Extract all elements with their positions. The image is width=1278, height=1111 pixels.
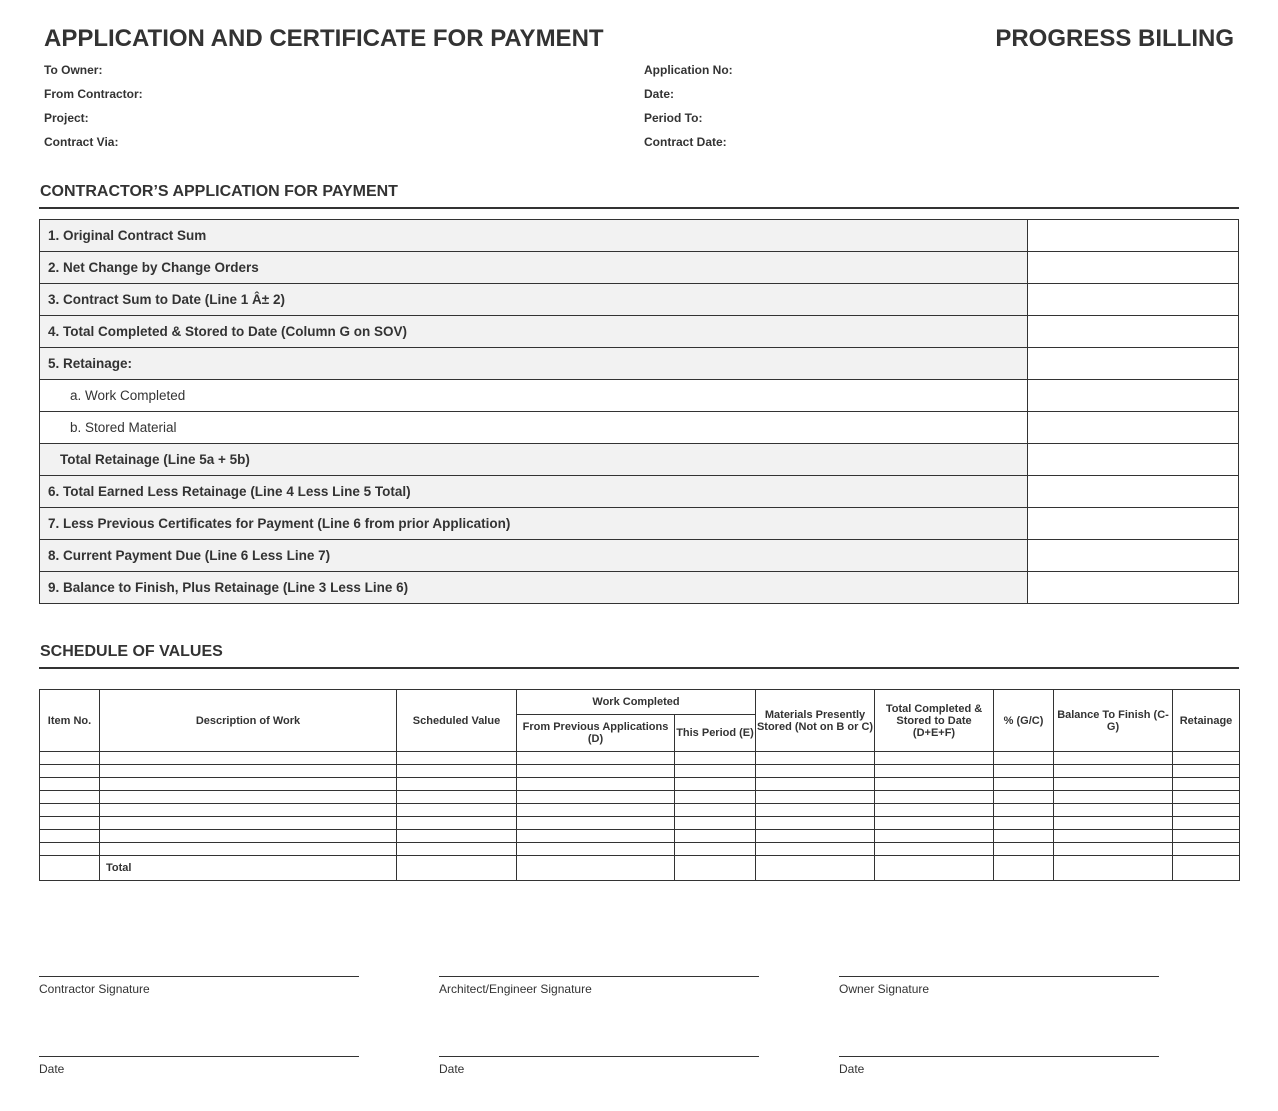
table-cell[interactable] — [675, 830, 756, 843]
table-cell[interactable] — [1054, 843, 1173, 856]
meta-left-column — [44, 62, 143, 158]
sov-section-heading: SCHEDULE OF VALUES — [39, 643, 1239, 669]
architect-date-line[interactable] — [439, 1056, 759, 1076]
page-title: APPLICATION AND CERTIFICATE FOR PAYMENT — [44, 25, 604, 52]
app-row-value[interactable] — [1027, 252, 1238, 284]
table-cell[interactable] — [1173, 778, 1240, 791]
table-cell[interactable] — [994, 817, 1054, 830]
app-row-value[interactable] — [1027, 284, 1238, 316]
table-cell[interactable] — [40, 778, 100, 791]
app-row — [40, 284, 1239, 316]
table-row — [40, 817, 1240, 830]
table-cell[interactable] — [675, 765, 756, 778]
table-row — [40, 843, 1240, 856]
date-label: Date: — [644, 87, 675, 101]
contractor-date-label: Date — [39, 1062, 65, 1076]
table-row — [40, 791, 1240, 804]
from-previous-header: From Previous Applications (D) — [517, 715, 675, 752]
app-row-label: 6. Total Earned Less Retainage (Line 4 Less Line 5 Total) — [40, 476, 1028, 508]
app-row — [40, 572, 1239, 604]
table-cell[interactable] — [1173, 752, 1240, 765]
table-cell[interactable] — [756, 765, 875, 778]
total-label: Total — [100, 856, 397, 881]
table-cell[interactable] — [756, 804, 875, 817]
table-cell[interactable] — [994, 752, 1054, 765]
app-row-value[interactable] — [1027, 380, 1238, 412]
table-cell[interactable] — [875, 856, 994, 881]
table-row — [40, 752, 1240, 765]
table-cell[interactable] — [675, 804, 756, 817]
contractor-signature-line[interactable] — [39, 976, 359, 996]
app-row-label: b. Stored Material — [40, 412, 1028, 444]
table-cell[interactable] — [875, 804, 994, 817]
table-cell[interactable] — [40, 765, 100, 778]
table-cell[interactable] — [875, 765, 994, 778]
app-row-value[interactable] — [1027, 572, 1238, 604]
table-cell[interactable] — [1054, 791, 1173, 804]
app-row-label: a. Work Completed — [40, 380, 1028, 412]
app-row-value[interactable] — [1027, 220, 1238, 252]
table-cell[interactable] — [40, 804, 100, 817]
app-row-label: 8. Current Payment Due (Line 6 Less Line 7) — [40, 540, 1028, 572]
schedule-of-values-table — [39, 689, 1240, 881]
progress-billing-title: PROGRESS BILLING — [995, 25, 1234, 52]
table-cell[interactable] — [675, 752, 756, 765]
table-cell[interactable] — [517, 817, 675, 830]
table-cell[interactable] — [1173, 765, 1240, 778]
table-cell[interactable] — [40, 817, 100, 830]
application-no-label: Application No: — [644, 63, 733, 77]
table-cell[interactable] — [875, 778, 994, 791]
table-cell[interactable] — [994, 856, 1054, 881]
table-cell[interactable] — [397, 817, 517, 830]
table-cell[interactable] — [875, 817, 994, 830]
table-cell[interactable] — [756, 856, 875, 881]
table-cell[interactable] — [675, 843, 756, 856]
architect-signature-line[interactable] — [439, 976, 759, 996]
table-cell[interactable] — [994, 843, 1054, 856]
table-cell[interactable] — [1054, 778, 1173, 791]
table-cell[interactable] — [517, 830, 675, 843]
owner-date-label: Date — [839, 1062, 865, 1076]
table-cell[interactable] — [100, 830, 397, 843]
table-cell[interactable] — [1054, 817, 1173, 830]
owner-signature-label: Owner Signature — [839, 982, 930, 996]
app-row — [40, 476, 1239, 508]
app-row-value[interactable] — [1027, 444, 1238, 476]
project-label: Project: — [44, 111, 89, 125]
meta-right-column — [644, 62, 733, 158]
table-cell[interactable] — [1173, 843, 1240, 856]
architect-signature-label: Architect/Engineer Signature — [439, 982, 592, 996]
table-cell[interactable] — [1173, 791, 1240, 804]
app-row — [40, 444, 1239, 476]
to-owner-label: To Owner: — [44, 63, 103, 77]
app-row-value[interactable] — [1027, 348, 1238, 380]
app-row-label: 4. Total Completed & Stored to Date (Column G on SOV) — [40, 316, 1028, 348]
table-cell[interactable] — [994, 791, 1054, 804]
app-row — [40, 316, 1239, 348]
contractor-signature-label: Contractor Signature — [39, 982, 150, 996]
table-cell[interactable] — [1173, 817, 1240, 830]
table-cell[interactable] — [1054, 765, 1173, 778]
table-cell[interactable] — [100, 817, 397, 830]
table-cell[interactable] — [397, 856, 517, 881]
contractor-date-line[interactable] — [39, 1056, 359, 1076]
table-cell[interactable] — [517, 765, 675, 778]
table-cell[interactable] — [875, 752, 994, 765]
table-cell[interactable] — [1054, 804, 1173, 817]
app-row — [40, 348, 1239, 380]
table-cell[interactable] — [756, 830, 875, 843]
scheduled-value-header: Scheduled Value — [397, 690, 517, 752]
table-cell[interactable] — [40, 752, 100, 765]
table-cell[interactable] — [100, 765, 397, 778]
table-cell[interactable] — [756, 791, 875, 804]
table-cell[interactable] — [1054, 752, 1173, 765]
owner-date-line[interactable] — [839, 1056, 1159, 1076]
table-cell[interactable] — [1173, 856, 1240, 881]
app-row-label: 1. Original Contract Sum — [40, 220, 1028, 252]
app-row-label: 9. Balance to Finish, Plus Retainage (Line 3 Less Line 6) — [40, 572, 1028, 604]
sov-header-row — [40, 690, 1240, 715]
table-cell[interactable] — [100, 752, 397, 765]
app-row — [40, 380, 1239, 412]
app-row-value[interactable] — [1027, 316, 1238, 348]
total-completed-header: Total Completed & Stored to Date (D+E+F) — [875, 690, 994, 752]
table-cell[interactable] — [756, 817, 875, 830]
table-cell[interactable] — [1054, 856, 1173, 881]
app-row — [40, 412, 1239, 444]
owner-signature-line[interactable] — [839, 976, 1159, 996]
table-cell[interactable] — [517, 856, 675, 881]
contract-via-label: Contract Via: — [44, 135, 119, 149]
table-cell[interactable] — [397, 843, 517, 856]
table-row — [40, 830, 1240, 843]
table-cell[interactable] — [675, 817, 756, 830]
retainage-header: Retainage — [1173, 690, 1240, 752]
table-cell[interactable] — [397, 791, 517, 804]
percent-header: % (G/C) — [994, 690, 1054, 752]
app-row-label: 2. Net Change by Change Orders — [40, 252, 1028, 284]
table-cell[interactable] — [397, 830, 517, 843]
table-cell[interactable] — [100, 791, 397, 804]
table-row — [40, 778, 1240, 791]
application-table — [39, 219, 1239, 604]
table-cell[interactable] — [100, 778, 397, 791]
app-row — [40, 220, 1239, 252]
table-cell[interactable] — [756, 778, 875, 791]
app-row-label: Total Retainage (Line 5a + 5b) — [40, 444, 1028, 476]
table-cell[interactable] — [675, 791, 756, 804]
description-header: Description of Work — [100, 690, 397, 752]
app-row-value[interactable] — [1027, 476, 1238, 508]
table-cell[interactable] — [756, 752, 875, 765]
table-cell[interactable] — [517, 843, 675, 856]
table-cell[interactable] — [40, 791, 100, 804]
table-cell[interactable] — [1173, 804, 1240, 817]
total-row — [40, 856, 1240, 881]
application-section-heading: CONTRACTOR’S APPLICATION FOR PAYMENT — [39, 183, 1239, 209]
table-cell[interactable] — [1054, 830, 1173, 843]
table-cell[interactable] — [1173, 830, 1240, 843]
this-period-header: This Period (E) — [675, 715, 756, 752]
table-cell[interactable] — [40, 830, 100, 843]
app-row — [40, 508, 1239, 540]
architect-date-label: Date — [439, 1062, 465, 1076]
table-row — [40, 765, 1240, 778]
table-cell[interactable] — [994, 778, 1054, 791]
materials-stored-header: Materials Presently Stored (Not on B or C) — [756, 690, 875, 752]
table-cell[interactable] — [397, 765, 517, 778]
from-contractor-label: From Contractor: — [44, 87, 143, 101]
table-cell — [40, 856, 100, 881]
table-cell[interactable] — [875, 830, 994, 843]
table-cell[interactable] — [40, 843, 100, 856]
table-cell[interactable] — [397, 752, 517, 765]
contract-date-label: Contract Date: — [644, 135, 727, 149]
app-row-label: 3. Contract Sum to Date (Line 1 Â± 2) — [40, 284, 1028, 316]
app-row-label: 7. Less Previous Certificates for Payment (Line 6 from prior Application) — [40, 508, 1028, 540]
period-to-label: Period To: — [644, 111, 703, 125]
table-cell[interactable] — [397, 778, 517, 791]
table-cell[interactable] — [994, 765, 1054, 778]
table-cell[interactable] — [517, 778, 675, 791]
table-cell[interactable] — [994, 830, 1054, 843]
table-cell[interactable] — [100, 804, 397, 817]
app-row — [40, 252, 1239, 284]
app-row-value[interactable] — [1027, 508, 1238, 540]
table-cell[interactable] — [875, 843, 994, 856]
table-cell[interactable] — [100, 843, 397, 856]
table-cell[interactable] — [517, 752, 675, 765]
table-cell[interactable] — [397, 804, 517, 817]
table-cell[interactable] — [675, 778, 756, 791]
item-no-header: Item No. — [40, 690, 100, 752]
table-row — [40, 804, 1240, 817]
table-cell[interactable] — [517, 804, 675, 817]
table-cell[interactable] — [756, 843, 875, 856]
table-cell[interactable] — [517, 791, 675, 804]
table-cell[interactable] — [675, 856, 756, 881]
app-row-value[interactable] — [1027, 412, 1238, 444]
table-cell[interactable] — [875, 791, 994, 804]
app-row — [40, 540, 1239, 572]
app-row-label: 5. Retainage: — [40, 348, 1028, 380]
work-completed-header: Work Completed — [517, 690, 756, 715]
app-row-value[interactable] — [1027, 540, 1238, 572]
balance-header: Balance To Finish (C-G) — [1054, 690, 1173, 752]
table-cell[interactable] — [994, 804, 1054, 817]
